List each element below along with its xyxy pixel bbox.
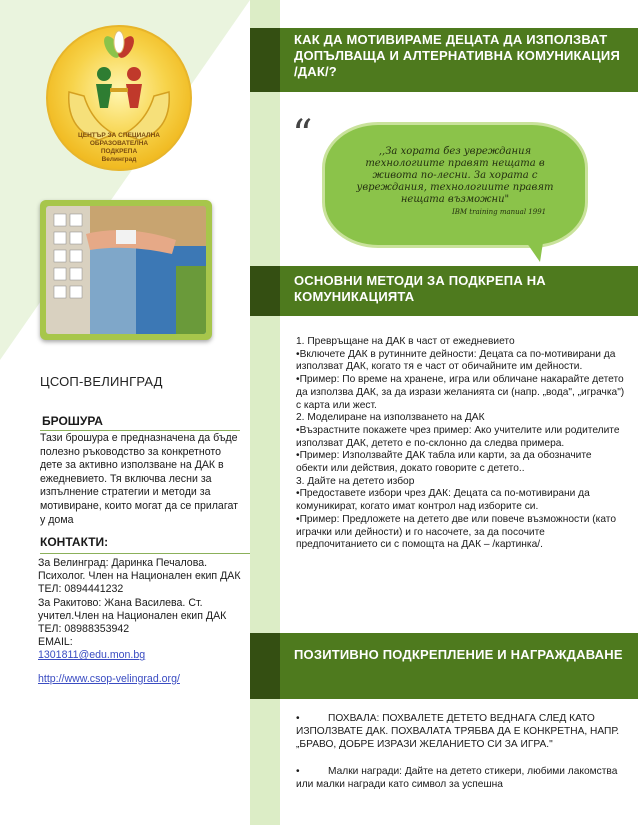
contact-line: За Велинград: Даринка Печалова. [38, 557, 208, 569]
reward-label: ПОХВАЛА: [328, 713, 380, 724]
logo-text-line4: Велинград [101, 156, 137, 163]
method-point: •Предоставете избори чрез ДАК: Децата са по-мотивирани да комуникират, когато имат контрол над изборите си. [296, 488, 590, 513]
method-point: •Пример: По време на хранене, игра или обличане накарайте детето да използва ДАК, за да изрази желанията си (напр. „вода", „играчка") с карта или жест. [296, 374, 625, 411]
center-logo [44, 22, 194, 177]
brochure-description: Тази брошура е предназначена да бъде полезно ръководство за конкретното дете за активно използване на ДАК в ежедневието. Тя включва лесни за изпълнение стратегии и методи за мотивиране, които могат да се прилагат у дома [40, 432, 238, 526]
divider-strip [250, 0, 280, 825]
method-heading: 3. Дайте на детето избор [296, 475, 415, 487]
email-link[interactable]: 1301811@edu.mon.bg [38, 649, 146, 662]
photo-frame [40, 200, 212, 340]
email-label: EMAIL: [38, 636, 73, 649]
reward-item: • ПОХВАЛА: ПОХВАЛЕТЕ ДЕТЕТО ВЕДНАГА СЛЕД КАТО ИЗПОЛЗВАТЕ ДАК. ПОХВАЛАТА ТРЯБВА ДА Е КОНКРЕТНА, НАПР. „БРАВО, ДОБРЕ ИЗРАЗИ ЖЕЛАНИЕТО СИ ЗА ИГРА." [296, 713, 620, 750]
reward-label: Малки награди [328, 766, 400, 777]
brochure-rule [40, 430, 240, 431]
method-heading: 2. Моделиране на използването на ДАК [296, 412, 485, 424]
speech-bubble-tail [522, 236, 544, 262]
method-point: •Пример: Използвайте ДАК табла или карти, за да обозначите обекти или действия, докато говорите с детето.. [296, 450, 592, 475]
header-methods [280, 266, 638, 316]
reward-text: ПОХВАЛЕТЕ ДЕТЕТО ВЕДНАГА СЛЕД КАТО ИЗПОЛЗВАТЕ ДАК. ПОХВАЛАТА ТРЯБВА ДА Е КОНКРЕТНА, НАПР. „БРАВО, ДОБРЕ ИЗРАЗИ ЖЕЛАНИЕТО СИ ЗА ИГРА." [296, 713, 620, 750]
header-motivation-text: КАК ДА МОТИВИРАМЕ ДЕЦАТА ДА ИЗПОЛЗВАТ ДОПЪЛВАЩА И АЛТЕРНАТИВНА КОМУНИКАЦИЯ /ДАК/? [294, 32, 621, 79]
method-point: •Пример: Предложете на детето две или повече възможности (като играчки или дейности) и го насочете, за да посочите предпочитанието си с помощта на ДАК – /картинка/. [296, 513, 617, 551]
logo-text-line1: ЦЕНТЪР ЗА СПЕЦИАЛНА [78, 132, 160, 139]
logo-text-line3: ПОДКРЕПА [100, 148, 138, 155]
brochure-heading: БРОШУРА [42, 414, 103, 428]
organization-title: ЦСОП-ВЕЛИНГРАД [40, 374, 163, 389]
quote-block [292, 112, 592, 260]
website-link[interactable]: http://www.csop-velingrad.org/ [38, 672, 180, 685]
method-point: •Включете ДАК в рутинните дейности: Децата са по-мотивирани да използват ДАК, когато тя е част от обичайните им дейности. [296, 348, 616, 373]
contact-line: За Ракитово: Жана Василева. Ст. учител.Член на Национален екип ДАК [38, 596, 227, 622]
quote-mark-icon: “ [292, 112, 313, 158]
contacts-rule [40, 553, 250, 554]
method-heading: 1. Превръщане на ДАК в част от ежедневието [296, 336, 515, 347]
classroom-photo [46, 206, 206, 334]
method-point: •Възрастните покажете чрез пример: Ако учителите или родителите използват ДАК, детето е по-склонно да следва примера. [296, 424, 620, 449]
methods-list [296, 336, 626, 552]
contacts-block [38, 557, 248, 686]
reward-item: • Малки награди: Дайте на детето стикери, любими лакомства или малки награди като символ за успешна [296, 766, 618, 790]
quote-text: ,,За хората без увреждания технологиите правят нещата в живота по-лесни. За хората с увреждания, технологиите правят нещата възможни" [356, 146, 554, 205]
logo-text-line2: ОБРАЗОВАТЕЛНА [89, 140, 149, 147]
quote-source: IBM training manual 1991 [452, 208, 547, 216]
rewards-list [296, 712, 626, 805]
header-motivation [280, 28, 638, 92]
contact-phone: ТЕЛ: 0894441232 [38, 583, 124, 596]
contact-phone: ТЕЛ: 08988353942 [38, 623, 130, 636]
header-methods-text: ОСНОВНИ МЕТОДИ ЗА ПОДКРЕПА НА КОМУНИКАЦИЯТА [294, 273, 546, 304]
contacts-heading: КОНТАКТИ: [40, 535, 109, 549]
header-rewards [280, 633, 638, 699]
header-rewards-text: ПОЗИТИВНО ПОДКРЕПЛЕНИЕ И НАГРАЖДАВАНЕ [294, 647, 623, 662]
reward-text: : Дайте на детето стикери, любими лакомства или малки награди като символ за успешна [296, 766, 618, 790]
contact-line: Психолог. Член на Национален екип ДАК [38, 570, 241, 583]
